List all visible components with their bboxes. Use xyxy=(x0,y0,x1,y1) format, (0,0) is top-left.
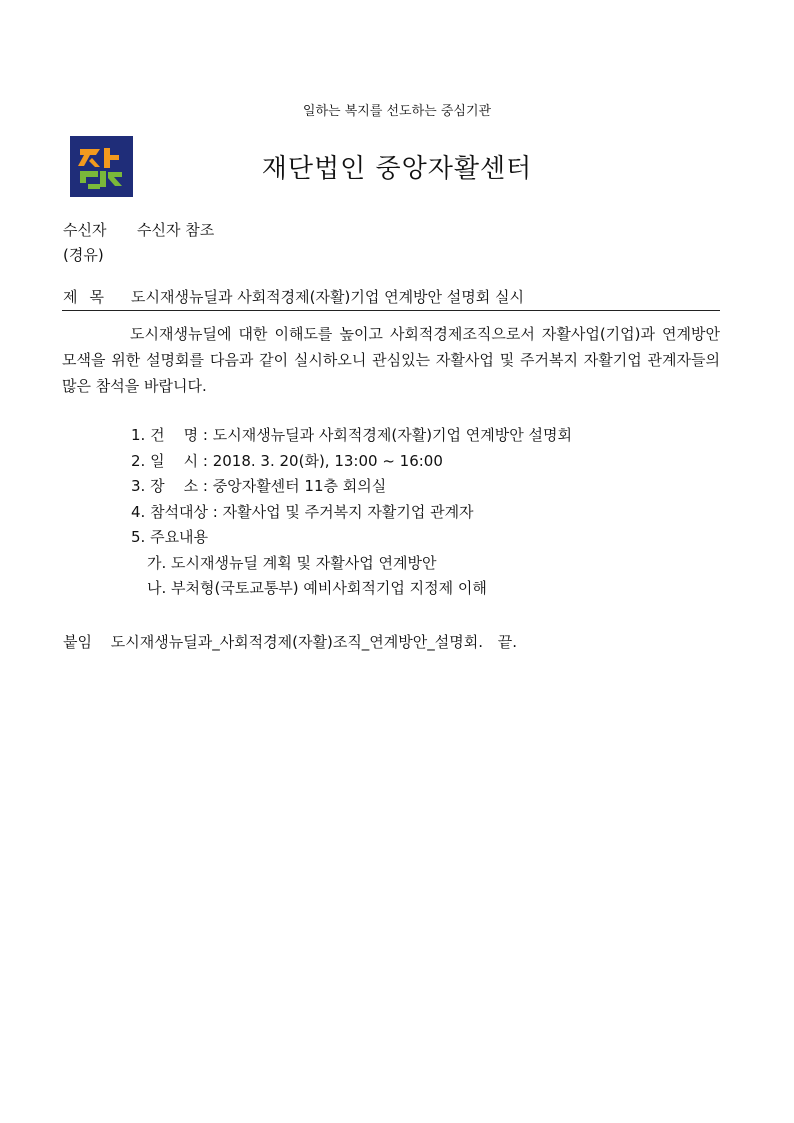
end-mark: 끝. xyxy=(497,633,518,651)
recipient-value: 수신자 참조 xyxy=(137,221,215,239)
list-item: 3. 장 소 : 중앙자활센터 11층 회의실 xyxy=(131,477,387,495)
subject-divider xyxy=(62,310,720,311)
slogan: 일하는 복지를 선도하는 중심기관 xyxy=(302,104,492,119)
list-item: 5. 주요내용 xyxy=(131,528,209,546)
list-item: 1. 건 명 : 도시재생뉴딜과 사회적경제(자활)기업 연계방안 설명회 xyxy=(131,426,573,444)
sub-list-item: 나. 부처형(국토교통부) 예비사회적기업 지정제 이해 xyxy=(147,579,487,597)
attachment-value: 도시재생뉴딜과_사회적경제(자활)조직_연계방안_설명회. xyxy=(110,633,484,651)
sub-list-item: 가. 도시재생뉴딜 계획 및 자활사업 연계방안 xyxy=(147,553,437,572)
organization-name: 재단법인 중앙자활센터 xyxy=(261,154,533,184)
subject-title: 도시재생뉴딜과 사회적경제(자활)기업 연계방안 설명회 실시 xyxy=(131,288,525,306)
recipient-label: 수신자 xyxy=(63,221,107,239)
list-item: 2. 일 시 : 2018. 3. 20(화), 13:00 ~ 16:00 xyxy=(131,451,443,470)
attachment-label: 붙임 xyxy=(63,633,92,651)
attachment-line xyxy=(63,631,517,652)
list-item: 4. 참석대상 : 자활사업 및 주거복지 자활기업 관계자 xyxy=(131,502,474,521)
body-paragraph: 도시재생뉴딜에 대한 이해도를 높이고 사회적경제조직으로서 자활사업(기업)과 연계방안 모색을 위한 설명회를 다음과 같이 실시하오니 관심있는 자활사업 및 주거복지 자활기업 관계자들의 많은 참석을 바랍니다. xyxy=(62,325,720,395)
via-label: (경유) xyxy=(63,246,104,264)
detail-list xyxy=(131,423,572,602)
subject-label: 제목 xyxy=(63,288,116,306)
